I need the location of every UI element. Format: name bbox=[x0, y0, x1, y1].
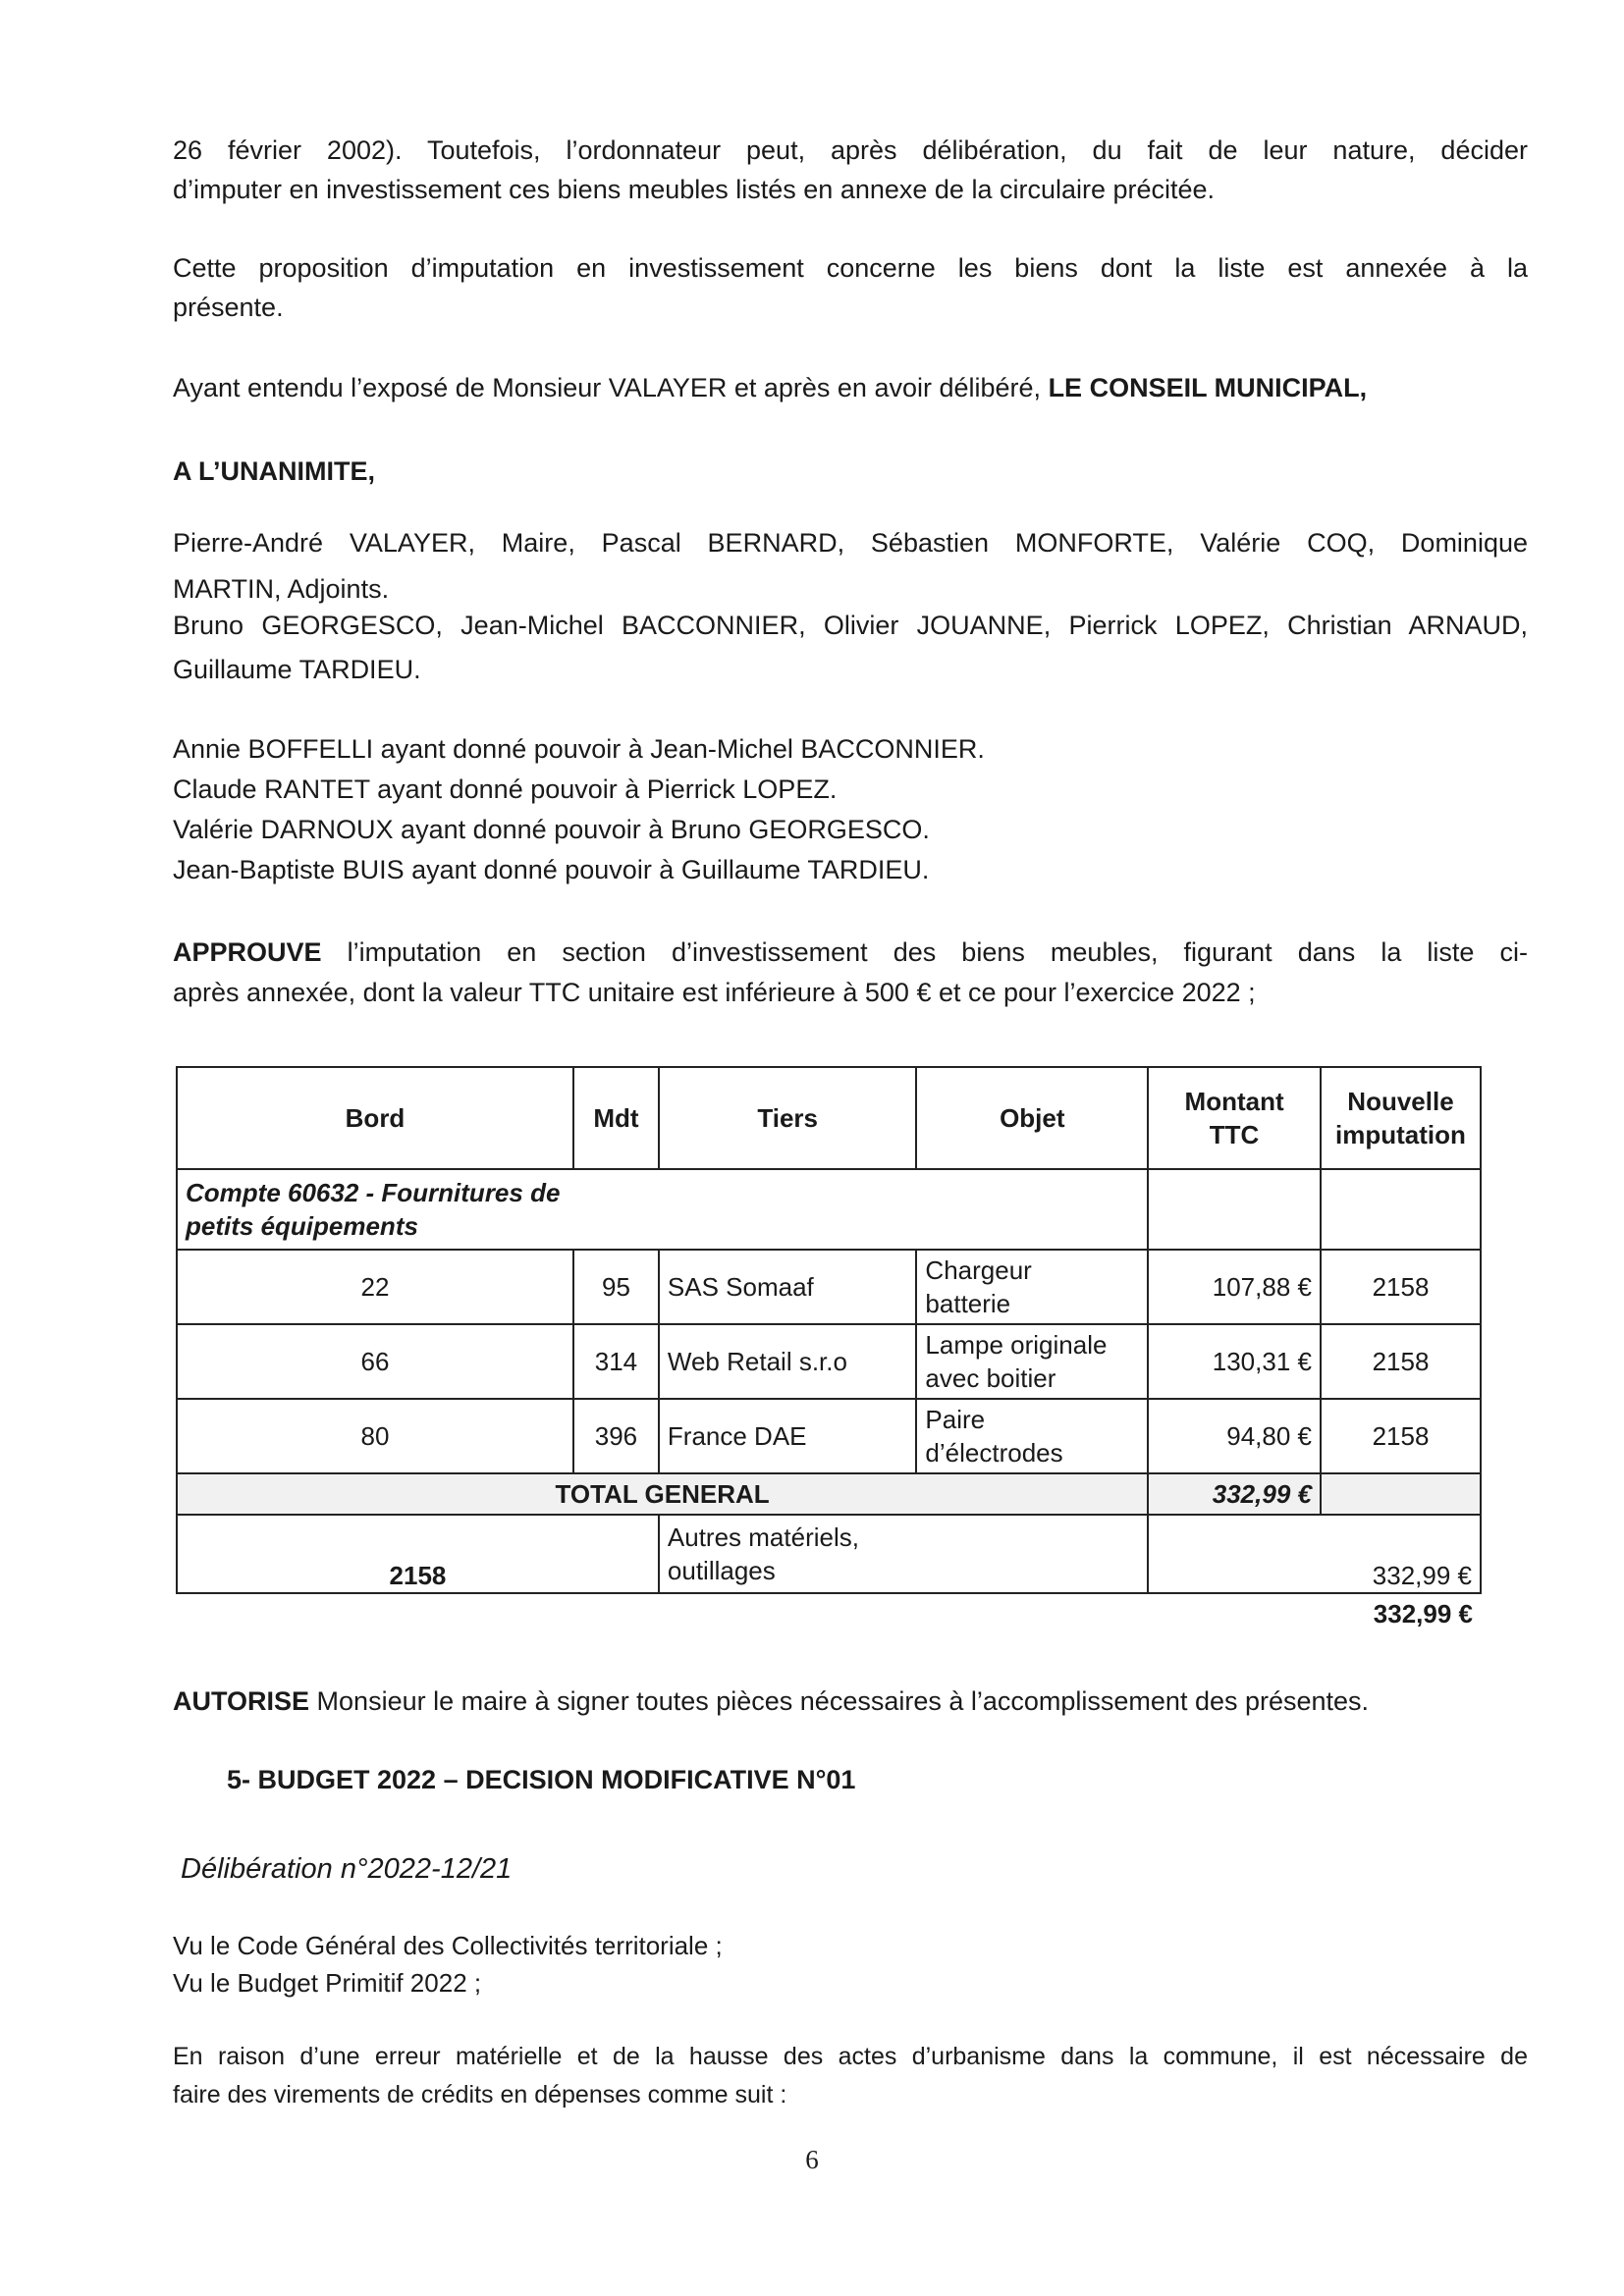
ayant-entendu-text: Ayant entendu l’exposé de Monsieur VALAYER et après en avoir délibéré, bbox=[173, 373, 1042, 402]
paragraph-ayant-entendu bbox=[173, 368, 1528, 407]
imputation-table bbox=[176, 1066, 1482, 1633]
proxy-line2: Claude RANTET ayant donné pouvoir à Pierrick LOPEZ. bbox=[173, 774, 838, 804]
account-label bbox=[177, 1169, 1148, 1250]
members-line3: Bruno GEORGESCO, Jean-Michel BACCONNIER, Olivier JOUANNE, Pierrick LOPEZ, Christian ARNAUD, bbox=[173, 611, 1528, 640]
final-line2: faire des virements de crédits en dépenses comme suit : bbox=[173, 2081, 787, 2109]
paragraph-intro-line1: 26 février 2002). Toutefois, l’ordonnateur peut, après délibération, du fait de leur nature, décider bbox=[173, 135, 1528, 165]
header-mdt: Mdt bbox=[573, 1067, 659, 1169]
cell-bord: 66 bbox=[177, 1324, 573, 1399]
header-montant-line2: TTC bbox=[1209, 1120, 1260, 1149]
deliberation-number: Délibération n°2022-12/21 bbox=[181, 1853, 513, 1885]
cell-tiers: SAS Somaaf bbox=[659, 1250, 917, 1324]
header-montant-line1: Montant bbox=[1184, 1087, 1284, 1116]
cell-bord: 80 bbox=[177, 1399, 573, 1473]
cell-mdt: 314 bbox=[573, 1324, 659, 1399]
summary-account: 2158 bbox=[177, 1515, 659, 1593]
final-line1: En raison d’une erreur matérielle et de la hausse des actes d’urbanisme dans la commune, il est nécessaire de bbox=[173, 2043, 1528, 2070]
table-header-row bbox=[177, 1067, 1481, 1169]
table-row bbox=[177, 1324, 1481, 1399]
account-label-line1: Compte 60632 - Fournitures de bbox=[186, 1178, 561, 1207]
cell-objet-line2: avec boitier bbox=[925, 1363, 1056, 1393]
cell-tiers: Web Retail s.r.o bbox=[659, 1324, 917, 1399]
total-label: TOTAL GENERAL bbox=[177, 1473, 1148, 1515]
total-empty bbox=[1321, 1473, 1481, 1515]
members-line4: Guillaume TARDIEU. bbox=[173, 655, 421, 684]
header-imputation-line1: Nouvelle bbox=[1347, 1087, 1454, 1116]
header-objet: Objet bbox=[916, 1067, 1148, 1169]
cell-montant: 107,88 € bbox=[1148, 1250, 1321, 1324]
conseil-municipal-label: LE CONSEIL MUNICIPAL, bbox=[1048, 373, 1368, 402]
autorise-text: Monsieur le maire à signer toutes pièces nécessaires à l’accomplissement des présentes. bbox=[316, 1686, 1370, 1716]
cell-montant: 130,31 € bbox=[1148, 1324, 1321, 1399]
section-heading: 5- BUDGET 2022 – DECISION MODIFICATIVE N°01 bbox=[227, 1765, 856, 1794]
members-line1: Pierre-André VALAYER, Maire, Pascal BERNARD, Sébastien MONFORTE, Valérie COQ, Dominique bbox=[173, 528, 1528, 558]
summary-label-line2: outillages bbox=[667, 1556, 776, 1585]
paragraph-proposal-line1: Cette proposition d’imputation en investissement concerne les biens dont la liste est annexée à la bbox=[173, 253, 1528, 283]
table-total-row bbox=[177, 1473, 1481, 1515]
account-imputation-empty bbox=[1321, 1169, 1481, 1250]
cell-objet-line2: batterie bbox=[925, 1289, 1011, 1318]
page-number: 6 bbox=[805, 2145, 819, 2174]
summary-label bbox=[659, 1515, 1148, 1593]
cell-mdt: 95 bbox=[573, 1250, 659, 1324]
table-summary-row bbox=[177, 1515, 1481, 1593]
total-value: 332,99 € bbox=[1148, 1473, 1321, 1515]
header-bord: Bord bbox=[177, 1067, 573, 1169]
summary-label-line1: Autres matériels, bbox=[667, 1522, 859, 1552]
cell-imputation: 2158 bbox=[1321, 1399, 1481, 1473]
cell-objet-line1: Paire bbox=[925, 1405, 986, 1434]
cell-objet bbox=[916, 1250, 1148, 1324]
cell-montant: 94,80 € bbox=[1148, 1399, 1321, 1473]
proxy-line3: Valérie DARNOUX ayant donné pouvoir à Bruno GEORGESCO. bbox=[173, 815, 930, 844]
vu-line2: Vu le Budget Primitif 2022 ; bbox=[173, 1968, 482, 1998]
cell-tiers: France DAE bbox=[659, 1399, 917, 1473]
grand-total-value: 332,99 € bbox=[1373, 1599, 1473, 1629]
cell-imputation: 2158 bbox=[1321, 1250, 1481, 1324]
account-label-line2: petits équipements bbox=[186, 1211, 418, 1241]
members-line2: MARTIN, Adjoints. bbox=[173, 574, 390, 604]
grand-total-empty bbox=[177, 1593, 1148, 1633]
table-row bbox=[177, 1399, 1481, 1473]
cell-objet bbox=[916, 1399, 1148, 1473]
approuve-line2: après annexée, dont la valeur TTC unitaire est inférieure à 500 € et ce pour l’exercice 2022 ; bbox=[173, 978, 1256, 1007]
cell-objet-line1: Chargeur bbox=[925, 1255, 1032, 1285]
cell-mdt: 396 bbox=[573, 1399, 659, 1473]
cell-imputation: 2158 bbox=[1321, 1324, 1481, 1399]
vu-line1: Vu le Code Général des Collectivités territoriale ; bbox=[173, 1931, 723, 1960]
approuve-label: APPROUVE bbox=[173, 937, 322, 967]
cell-objet bbox=[916, 1324, 1148, 1399]
paragraph-proposal-line2: présente. bbox=[173, 293, 284, 322]
cell-bord: 22 bbox=[177, 1250, 573, 1324]
summary-value: 332,99 € bbox=[1148, 1515, 1481, 1593]
cell-objet-line1: Lampe originale bbox=[925, 1330, 1108, 1360]
table-grand-total-row bbox=[177, 1593, 1481, 1633]
table-row bbox=[177, 1250, 1481, 1324]
proxy-line4: Jean-Baptiste BUIS ayant donné pouvoir à Guillaume TARDIEU. bbox=[173, 855, 930, 884]
header-montant bbox=[1148, 1067, 1321, 1169]
approuve-line1 bbox=[173, 933, 1528, 972]
header-tiers: Tiers bbox=[659, 1067, 917, 1169]
cell-objet-line2: d’électrodes bbox=[925, 1438, 1063, 1468]
autorise-paragraph bbox=[173, 1682, 1528, 1721]
account-montant-empty bbox=[1148, 1169, 1321, 1250]
table-account-row bbox=[177, 1169, 1481, 1250]
paragraph-intro-line2: d’imputer en investissement ces biens meubles listés en annexe de la circulaire précitée. bbox=[173, 175, 1216, 204]
header-imputation-line2: imputation bbox=[1335, 1120, 1466, 1149]
unanimite-label: A L’UNANIMITE, bbox=[173, 456, 375, 486]
approuve-text: l’imputation en section d’investissement des biens meubles, figurant dans la liste ci- bbox=[347, 937, 1528, 967]
header-imputation bbox=[1321, 1067, 1481, 1169]
proxy-line1: Annie BOFFELLI ayant donné pouvoir à Jean-Michel BACCONNIER. bbox=[173, 734, 985, 764]
autorise-label: AUTORISE bbox=[173, 1686, 310, 1716]
